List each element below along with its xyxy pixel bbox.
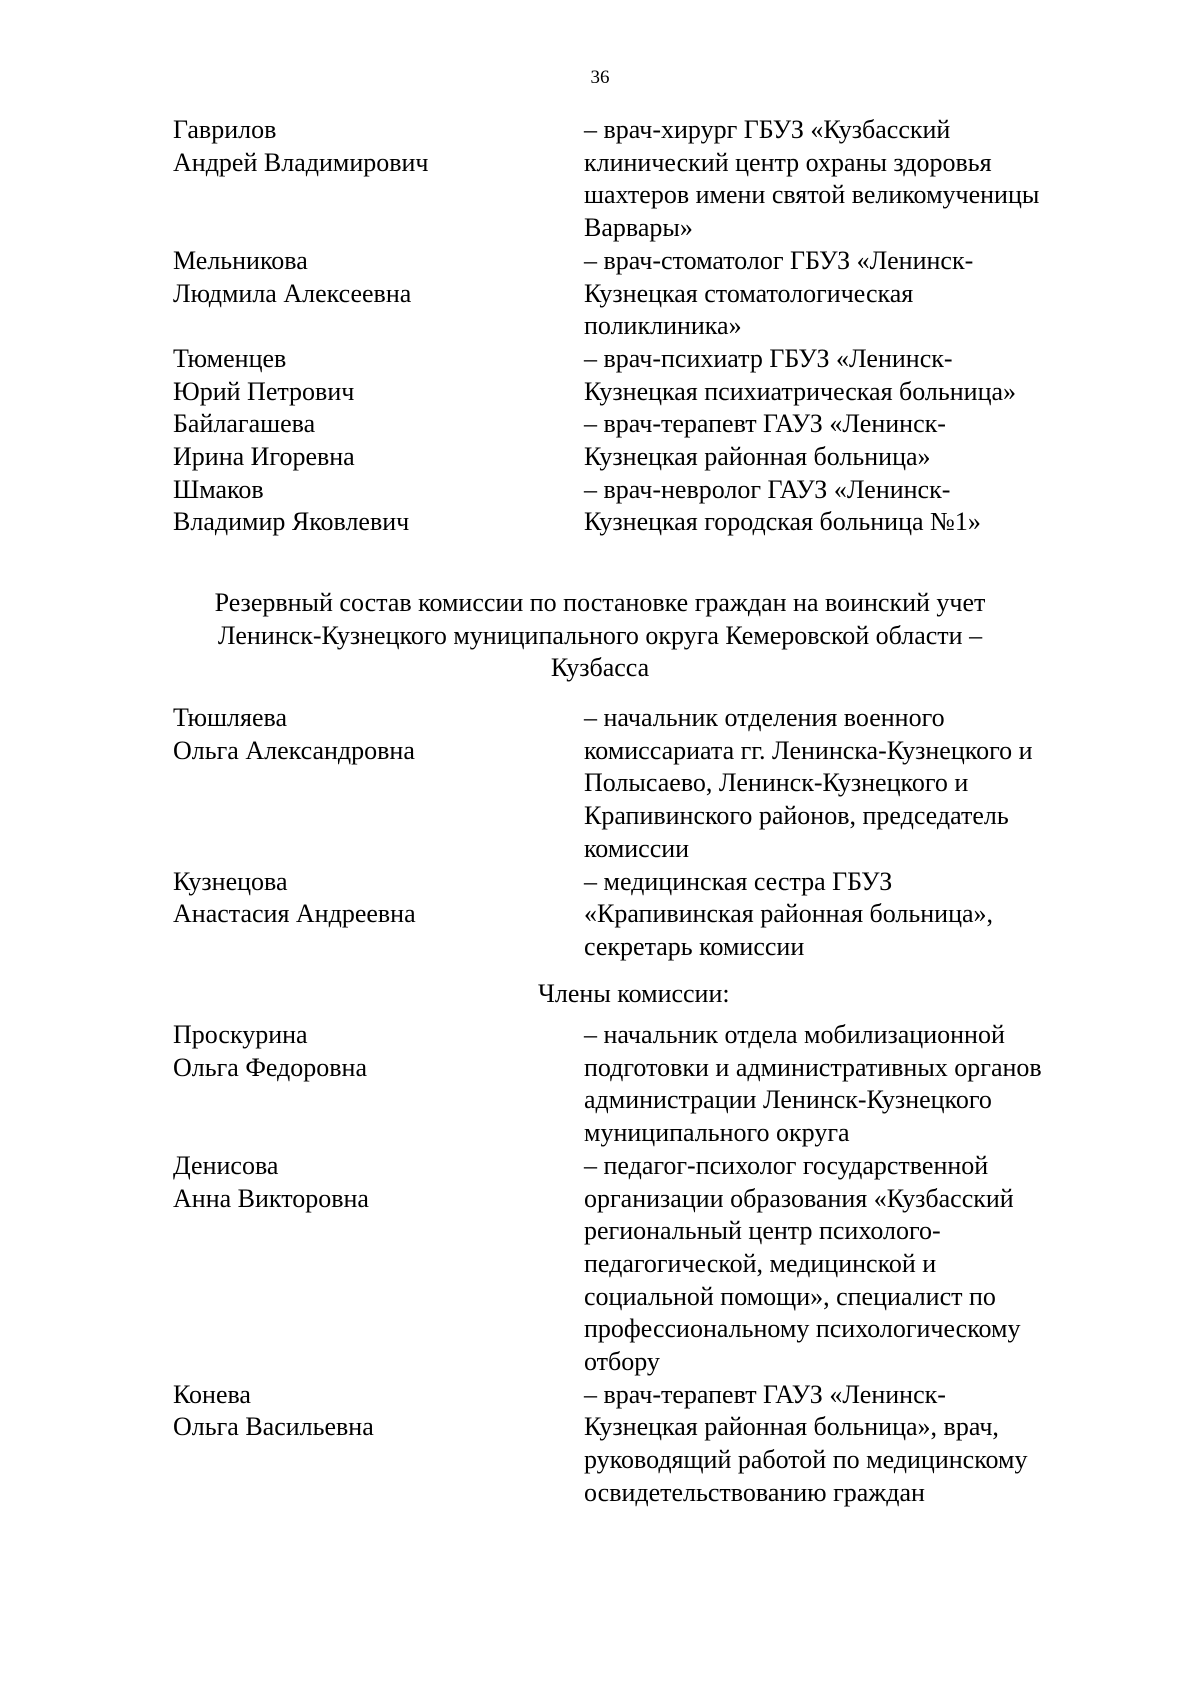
role-line: – врач-терапевт ГАУЗ «Ленинск- [584, 409, 946, 439]
role-line: секретарь комиссии [584, 931, 805, 961]
surname: Денисова [173, 1150, 279, 1180]
role-line: Кузнецкая городская больница №1» [584, 507, 981, 537]
member-name [173, 343, 563, 408]
surname: Проскурина [173, 1020, 308, 1049]
role-line: – врач-стоматолог ГБУЗ «Ленинск- [584, 245, 974, 275]
role-line: социальной помощи», специалист по [584, 1281, 996, 1311]
member-name [173, 1150, 563, 1215]
given-names: Ольга Александровна [173, 735, 415, 765]
given-names: Анна Викторовна [173, 1183, 369, 1213]
members-list-main [0, 114, 1200, 539]
member-name [173, 866, 563, 931]
heading-line: Кузбасса [550, 653, 650, 683]
reserve-composition-heading [0, 587, 1200, 685]
role-line: Кузнецкая психиатрическая больница» [584, 376, 1017, 406]
role-line: Полысаево, Ленинск-Кузнецкого и [584, 768, 969, 798]
heading-line: Резервный состав комиссии по постановке граждан на воинский учет [214, 588, 986, 617]
given-names: Ирина Игоревна [173, 442, 355, 472]
member-name [173, 245, 563, 310]
given-names: Владимир Яковлевич [173, 507, 410, 537]
page-number: 36 [590, 67, 610, 88]
surname: Тюшляева [173, 703, 287, 732]
role-line: Кузнецкая районная больница» [584, 442, 931, 472]
given-names: Юрий Петрович [173, 376, 355, 406]
member-role [584, 1150, 1104, 1379]
surname: Тюменцев [173, 343, 287, 373]
surname: Кузнецова [173, 866, 288, 896]
role-line: Крапивинского районов, председатель [584, 801, 1009, 831]
role-line: – врач-невролог ГАУЗ «Ленинск- [584, 474, 951, 504]
member-role [584, 1379, 1104, 1510]
role-line: – врач-психиатр ГБУЗ «Ленинск- [584, 343, 953, 373]
role-line: подготовки и административных органов [584, 1052, 1042, 1082]
member-name [173, 408, 563, 473]
role-line: отбору [584, 1347, 660, 1377]
member-role [584, 114, 1104, 245]
member-role [584, 408, 1104, 473]
reserve-leadership-list [0, 702, 1200, 964]
given-names: Андрей Владимирович [173, 147, 429, 177]
given-names: Ольга Васильевна [173, 1412, 374, 1442]
reserve-members-list [0, 1019, 1200, 1510]
role-line: – начальник отделения военного [584, 703, 945, 732]
role-line: администрации Ленинск-Кузнецкого [584, 1085, 992, 1115]
member-role [584, 1019, 1104, 1150]
list-item [0, 1379, 1200, 1510]
role-line: шахтеров имени святой великомученицы [584, 180, 1040, 210]
surname: Шмаков [173, 474, 264, 504]
list-item [0, 114, 1200, 245]
role-line: – начальник отдела мобилизационной [584, 1020, 1005, 1049]
role-line: – врач-терапевт ГАУЗ «Ленинск- [584, 1379, 946, 1409]
surname: Мельникова [173, 245, 308, 275]
role-line: муниципального округа [584, 1118, 850, 1148]
role-line: клинический центр охраны здоровья [584, 147, 992, 177]
member-role [584, 702, 1104, 866]
role-line: «Крапивинская районная больница», [584, 899, 994, 929]
role-line: комиссии [584, 833, 690, 863]
given-names: Ольга Федоровна [173, 1052, 368, 1082]
member-role [584, 343, 1104, 408]
member-name [173, 1019, 563, 1084]
list-item [0, 408, 1200, 473]
surname: Гаврилов [173, 115, 277, 144]
heading-line: Ленинск-Кузнецкого муниципального округа Кемеровской области – [217, 620, 983, 650]
list-item [0, 1019, 1200, 1150]
list-item [0, 245, 1200, 343]
role-line: Кузнецкая стоматологическая [584, 278, 914, 308]
role-line: – педагог-психолог государственной [584, 1150, 989, 1180]
role-line: руководящий работой по медицинскому [584, 1445, 1028, 1475]
role-line: поликлиника» [584, 311, 742, 341]
members-heading: Члены комиссии: [538, 979, 730, 1008]
member-role [584, 866, 1104, 964]
role-line: Кузнецкая районная больница», врач, [584, 1412, 999, 1442]
list-item [0, 1150, 1200, 1379]
member-name [173, 1379, 563, 1444]
role-line: профессиональному психологическому [584, 1314, 1021, 1344]
given-names: Людмила Алексеевна [173, 278, 412, 308]
role-line: комиссариата гг. Ленинска-Кузнецкого и [584, 735, 1033, 765]
list-item [0, 866, 1200, 964]
surname: Байлагашева [173, 409, 316, 439]
role-line: организации образования «Кузбасский [584, 1183, 1014, 1213]
list-item [0, 343, 1200, 408]
role-line: – врач-хирург ГБУЗ «Кузбасский [584, 115, 951, 144]
surname: Конева [173, 1379, 251, 1409]
role-line: педагогической, медицинской и [584, 1248, 937, 1278]
member-role [584, 245, 1104, 343]
role-line: региональный центр психолого- [584, 1216, 941, 1246]
list-item [0, 702, 1200, 866]
role-line: Варвары» [584, 213, 693, 243]
given-names: Анастасия Андреевна [173, 899, 416, 929]
member-name [173, 474, 563, 539]
member-role [584, 474, 1104, 539]
list-item [0, 474, 1200, 539]
member-name [173, 114, 563, 179]
role-line: – медицинская сестра ГБУЗ [584, 866, 893, 896]
role-line: освидетельствованию граждан [584, 1477, 925, 1507]
member-name [173, 702, 563, 767]
